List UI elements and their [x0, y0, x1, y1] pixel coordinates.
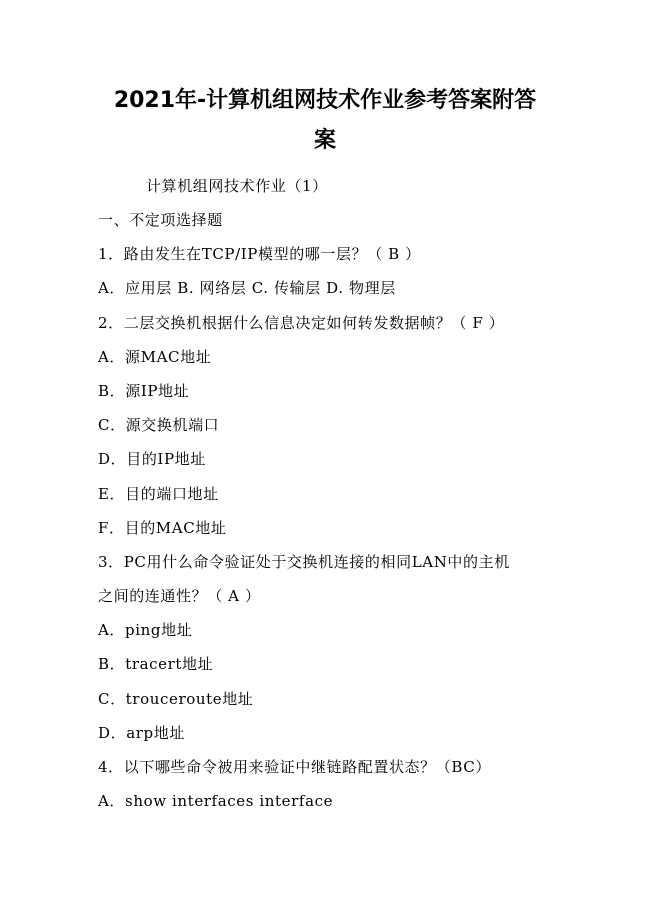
question-3-option-b: B．tracert地址: [98, 655, 214, 673]
question-4-option-a: A．show interfaces interface: [98, 792, 334, 810]
question-3-option-a: A．ping地址: [98, 621, 193, 639]
question-1-options: A．应用层 B. 网络层 C. 传输层 D. 物理层: [98, 279, 396, 297]
question-2-option-a: A．源MAC地址: [98, 348, 212, 366]
assignment-heading: 计算机组网技术作业（1）: [146, 177, 328, 195]
question-1: 1．路由发生在TCP/IP模型的哪一层？（ B ）: [98, 245, 421, 263]
question-2: 2．二层交换机根据什么信息决定如何转发数据帧？（ F ）: [98, 314, 505, 332]
question-2-option-b: B．源IP地址: [98, 382, 190, 400]
question-2-option-d: D．目的IP地址: [98, 450, 206, 468]
question-3-option-d: D．arp地址: [98, 724, 185, 742]
question-3-option-c: C．trouceroute地址: [98, 690, 254, 708]
question-2-option-e: E．目的端口地址: [98, 485, 219, 503]
question-4: 4．以下哪些命令被用来验证中继链路配置状态？（BC）: [98, 758, 491, 776]
section-heading: 一、不定项选择题: [98, 211, 223, 229]
question-3: 3．PC用什么命令验证处于交换机连接的相同LAN中的主机: [98, 553, 510, 571]
document-title-line-1: 2021年-计算机组网技术作业参考答案附答: [113, 88, 537, 113]
document-title-line-2: 案: [313, 128, 336, 153]
question-2-option-c: C．源交换机端口: [98, 416, 220, 434]
question-3-continued: 之间的连通性？（ A ）: [98, 587, 261, 605]
question-2-option-f: F．目的MAC地址: [98, 519, 227, 537]
